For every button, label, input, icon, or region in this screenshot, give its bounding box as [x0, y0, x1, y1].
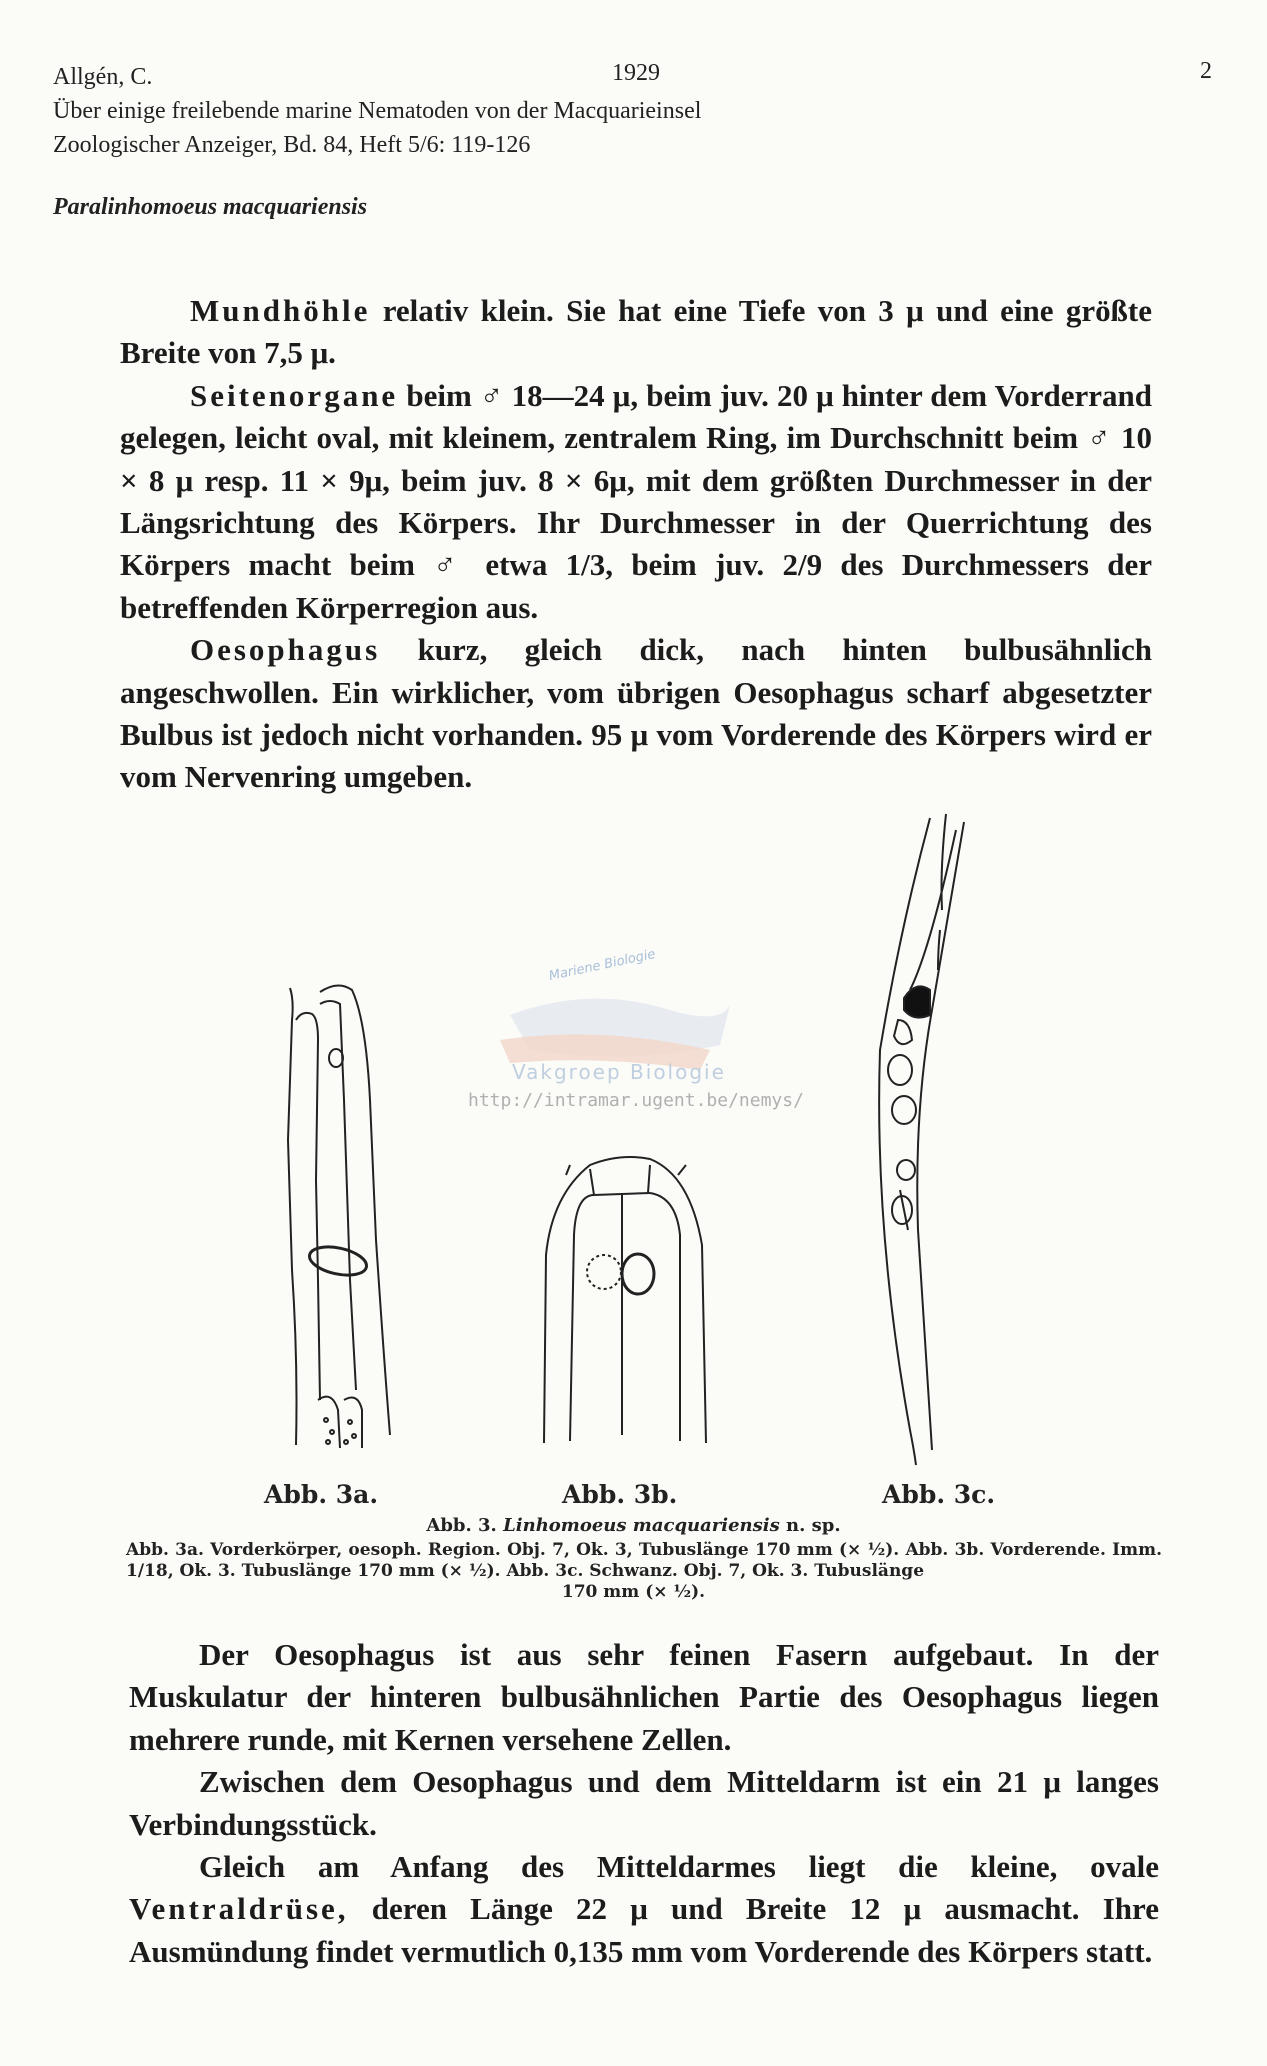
caption-suffix: n. sp.: [786, 1515, 841, 1536]
paragraph-ventraldruese: [129, 1846, 1159, 1973]
lower-text-block: [129, 1634, 1159, 1973]
term-mundhoehle: Mundhöhle: [190, 293, 371, 328]
watermark-top-text: Mariene Biologie: [547, 946, 657, 985]
paragraph-text: relativ klein. Sie hat eine Tiefe von 3 μ und eine größte Breite von 7,5 μ.: [120, 293, 1153, 371]
figure-3a-drawing: [262, 980, 402, 1450]
caption-prefix: Abb. 3.: [426, 1515, 497, 1536]
paragraph-oesophagus-fasern: Der Oesophagus ist aus sehr feinen Fasern aufgebaut. In der Muskulatur der hinteren bulbusähnlichen Partie des Oesophagus liegen mehrere runde, mit Kernen versehene Zellen.: [129, 1637, 1159, 1757]
paragraph-seitenorgane: [120, 375, 1152, 629]
figure-label-3a: Abb. 3a.: [264, 1480, 379, 1509]
term-ventraldruese: Ventraldrüse,: [129, 1891, 349, 1927]
figure-label-3b: Abb. 3b.: [562, 1480, 678, 1509]
figure-3c-drawing: [870, 810, 990, 1470]
citation-author: Allgén, C.: [53, 64, 153, 90]
citation-article-title: Über einige freilebende marine Nematoden von der Macquarieinsel: [53, 98, 702, 124]
caption-species: Linhomoeus macquariensis: [503, 1515, 780, 1536]
term-seitenorgane: Seitenorgane: [190, 377, 399, 413]
paragraph-text: Gleich am Anfang des Mitteldarmes liegt die kleine, ovale: [199, 1849, 1159, 1885]
paragraph-verbindungsstueck: Zwischen dem Oesophagus und dem Mitteldarm ist ein 21 μ langes Verbindungsstück.: [129, 1764, 1159, 1842]
figure-3b-drawing: [530, 1135, 720, 1445]
citation-year: 1929: [612, 60, 660, 86]
species-heading: Paralinhomoeus macquariensis: [53, 194, 368, 220]
paragraph-text: kurz, gleich dick, nach hinten bulbusähnlich angeschwollen. Ein wirklicher, vom übrigen Oesophagus scharf abgesetzter Bulbus ist jedoch nicht vorhanden. 95 μ vom Vorderende des Körpers wird er vom Nervenring umgeben.: [120, 632, 1153, 795]
figure-caption-title: [0, 1515, 1267, 1536]
citation-journal: Zoologischer Anzeiger, Bd. 84, Heft 5/6: 119-126: [53, 132, 531, 158]
watermark-org: Vakgroep Biologie: [512, 1060, 726, 1084]
term-oesophagus: Oesophagus: [190, 632, 381, 668]
watermark-url: http://intramar.ugent.be/nemys/: [468, 1090, 804, 1111]
paragraph-mundhoehle: [120, 290, 1152, 375]
paragraph-oesophagus: [120, 629, 1152, 799]
paragraph-text: beim ♂ 18—24 μ, beim juv. 20 μ hinter dem Vorderrand gelegen, leicht oval, mit kleinem, zentralem Ring, im Durchschnitt beim ♂ 10 × 8 μ resp. 11 × 9μ, beim juv. 8 × 6μ, mit dem größten Durchmesser in der Längsrichtung des Körpers. Ihr Durchmesser in der Querrichtung des Körpers macht beim ♂ etwa 1/3, beim juv. 2/9 des Durchmessers der betreffenden Körperregion aus.: [120, 377, 1152, 625]
upper-text-block: [120, 290, 1152, 799]
figure-label-3c: Abb. 3c.: [882, 1480, 996, 1509]
figure-caption-body: Abb. 3a. Vorderkörper, oesoph. Region. Obj. 7, Ok. 3, Tubuslänge 170 mm (× ½). Abb. 3b. Vorderende. Imm. 1/18, Ok. 3. Tubuslänge 170 mm (× ½). Abb. 3c. Schwanz. Obj. 7, Ok. 3. Tubuslänge: [126, 1540, 1162, 1581]
paragraph-text: deren Länge 22 μ und Breite 12 μ ausmacht. Ihre Ausmündung findet vermutlich 0,135 mm vom Vorderende des Körpers statt.: [129, 1891, 1160, 1969]
figure-caption-end: 170 mm (× ½).: [561, 1582, 706, 1602]
page-number: 2: [1200, 58, 1212, 84]
